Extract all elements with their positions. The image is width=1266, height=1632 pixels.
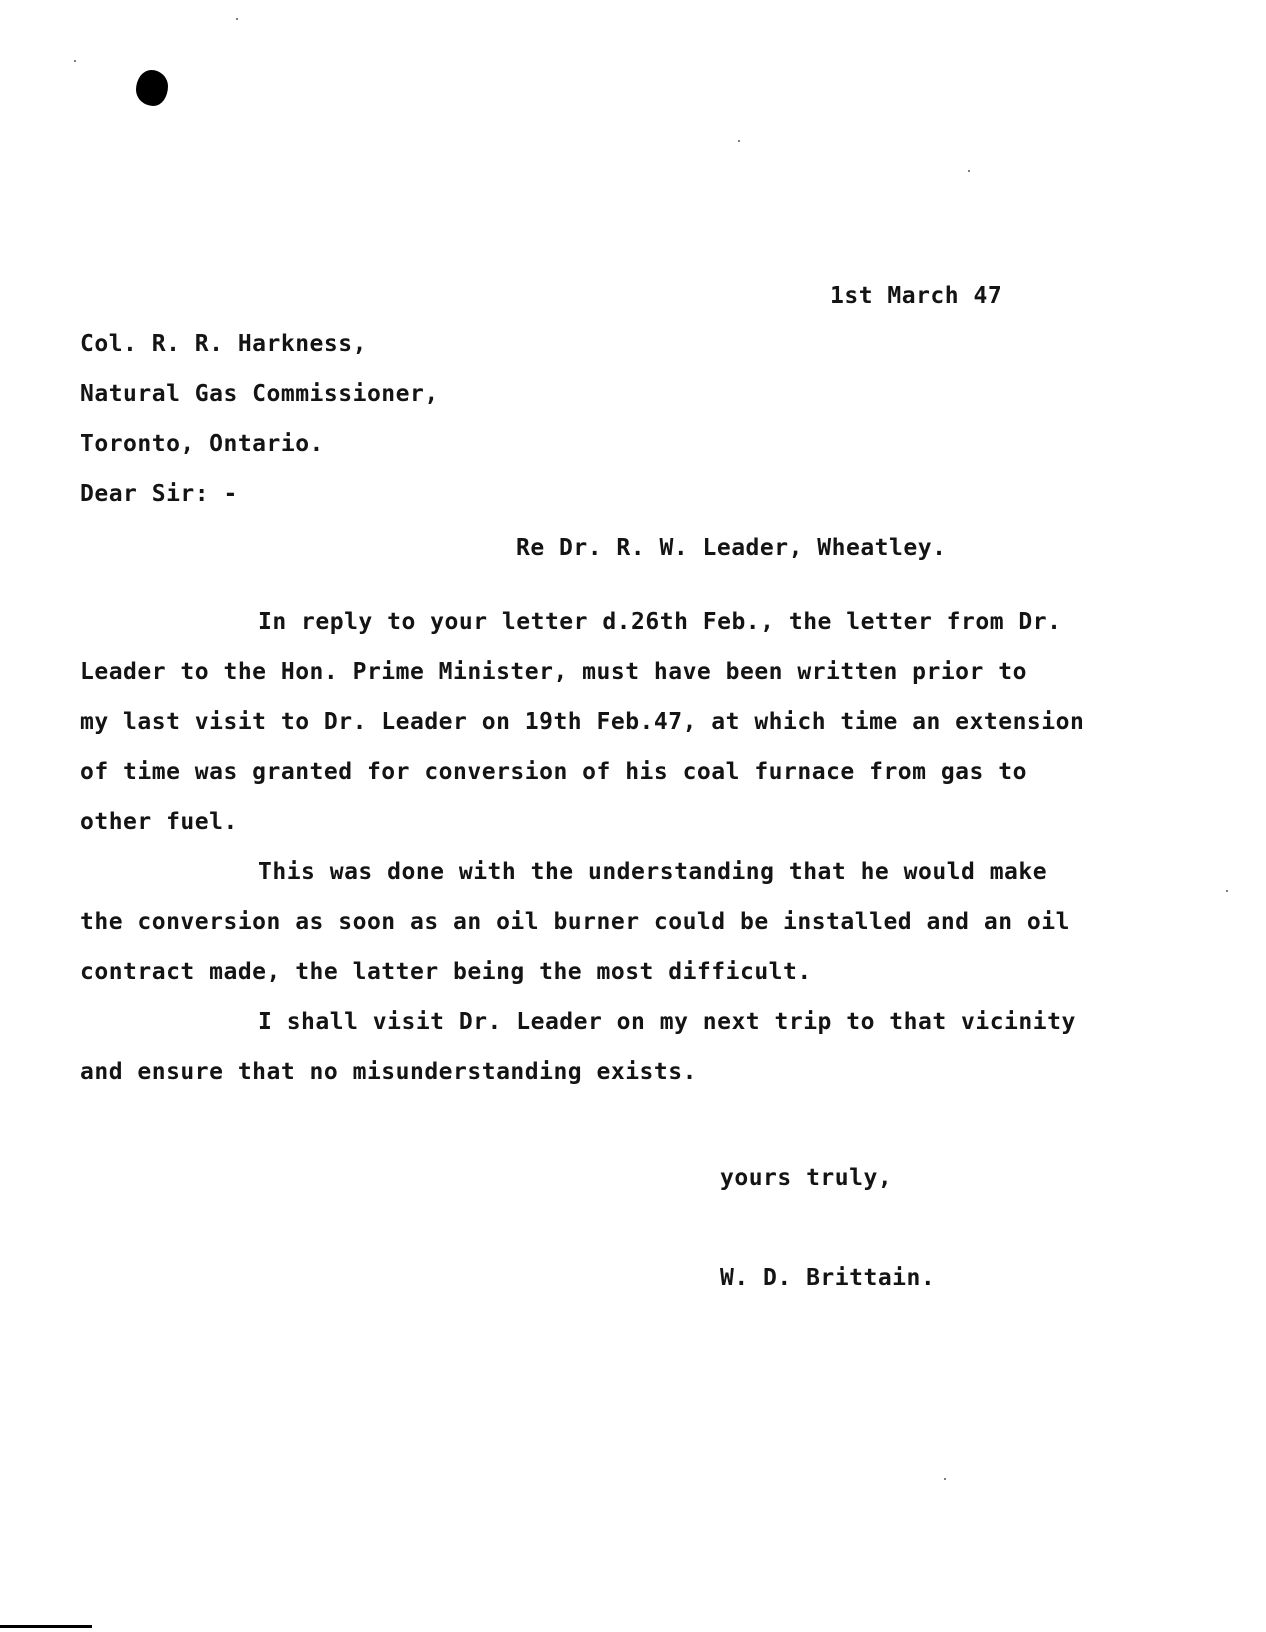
signature: W. D. Brittain. <box>720 1265 936 1291</box>
body-line: the conversion as soon as an oil burner could be installed and an oil <box>80 909 1070 935</box>
ink-blot <box>136 70 168 106</box>
closing: yours truly, <box>720 1165 893 1191</box>
body-line: of time was granted for conversion of his coal furnace from gas to <box>80 759 1027 785</box>
speck <box>74 60 76 62</box>
addressee-title: Natural Gas Commissioner, <box>80 381 439 407</box>
addressee-location: Toronto, Ontario. <box>80 431 324 457</box>
body-line: I shall visit Dr. Leader on my next trip to that vicinity <box>258 1009 1076 1035</box>
body-line: contract made, the latter being the most difficult. <box>80 959 812 985</box>
addressee-name: Col. R. R. Harkness, <box>80 331 367 357</box>
body-line: and ensure that no misunderstanding exists. <box>80 1059 697 1085</box>
salutation: Dear Sir: - <box>80 481 238 507</box>
letter-date: 1st March 47 <box>830 283 1003 309</box>
speck <box>236 18 238 20</box>
body-line: Leader to the Hon. Prime Minister, must have been written prior to <box>80 659 1027 685</box>
speck <box>1226 890 1228 892</box>
body-line: In reply to your letter d.26th Feb., the letter from Dr. <box>258 609 1062 635</box>
scan-edge <box>0 1625 92 1628</box>
body-line: my last visit to Dr. Leader on 19th Feb.47, at which time an extension <box>80 709 1085 735</box>
speck <box>968 170 970 172</box>
subject-line: Re Dr. R. W. Leader, Wheatley. <box>516 535 947 561</box>
speck <box>738 140 740 142</box>
speck <box>944 1478 946 1480</box>
body-line: other fuel. <box>80 809 238 835</box>
body-line: This was done with the understanding that he would make <box>258 859 1048 885</box>
